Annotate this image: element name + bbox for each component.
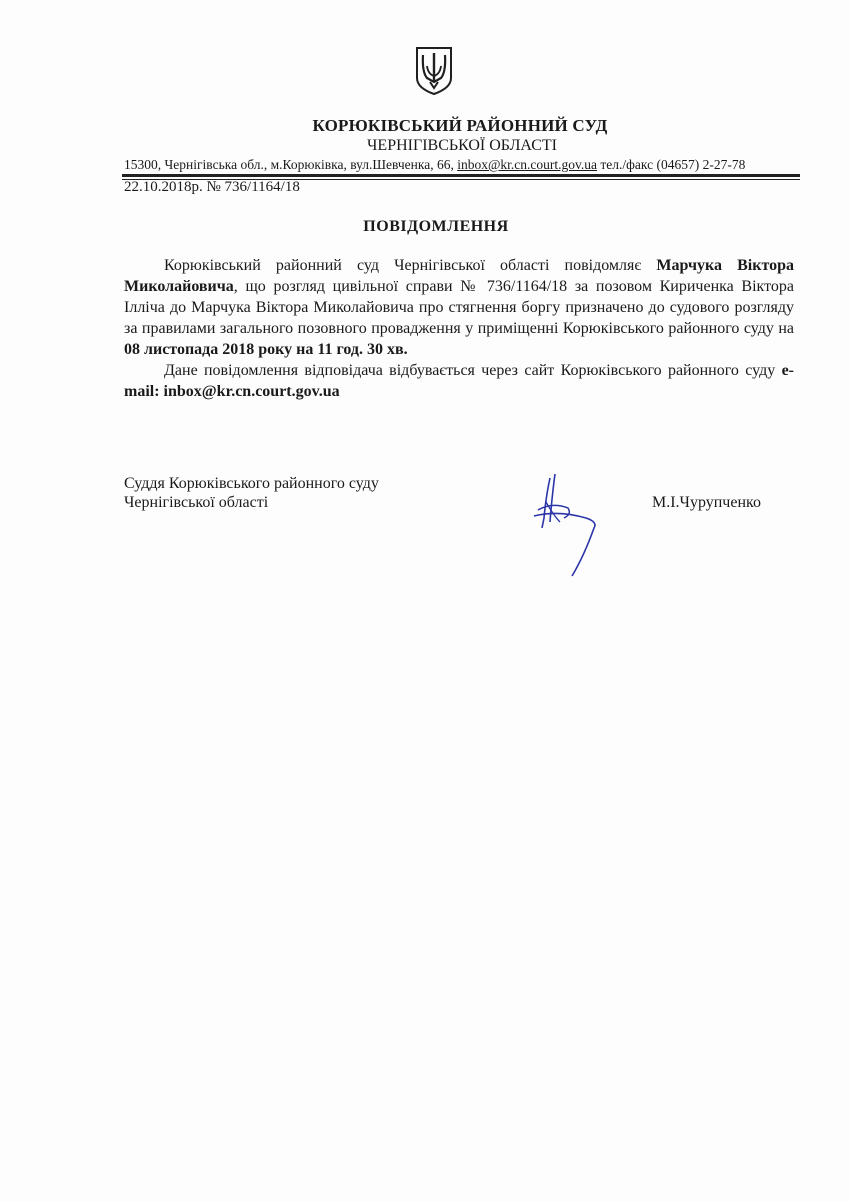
notice-paragraph-2 bbox=[124, 360, 794, 402]
paragraph-1-text-a: Корюківський районний суд Чернігівської області повідомляє bbox=[164, 257, 657, 274]
notice-paragraph-1 bbox=[124, 255, 794, 360]
contact-email: e-mail: inbox@kr.cn.court.gov.ua bbox=[124, 362, 794, 400]
trident-emblem-icon bbox=[414, 46, 454, 96]
hearing-datetime: 08 листопада 2018 року на 11 год. 30 хв. bbox=[124, 341, 408, 358]
address-text: 15300, Чернігівська обл., м.Корюківка, вул.Шевченка, 66, bbox=[124, 157, 458, 172]
paragraph-2-text-a: Дане повідомлення відповідача відбувається через сайт Корюківського районного суду bbox=[164, 362, 782, 379]
judge-title-line-1: Суддя Корюківського районного суду bbox=[124, 475, 379, 492]
header-divider-thick bbox=[122, 174, 800, 177]
paragraph-1-text-b: , що розгляд цивільної справи № 736/1164/18 за позовом Кириченка Віктора Ілліча до Марчука Віктора Миколайовича про стягнення боргу призначено до судового розгляду за правилами загального позовного провадження у приміщенні Корюківського районного суду на bbox=[124, 278, 794, 337]
document-title: ПОВІДОМЛЕННЯ bbox=[363, 218, 509, 235]
address-phone: тел./факс (04657) 2-27-78 bbox=[597, 157, 746, 172]
court-region: ЧЕРНІГІВСЬКОЇ ОБЛАСТІ bbox=[367, 137, 557, 154]
notice-body bbox=[124, 255, 794, 402]
judge-name: М.І.Чурупченко bbox=[652, 494, 761, 511]
defendant-name: Марчука Віктора Миколайовича bbox=[124, 257, 795, 295]
court-address bbox=[124, 157, 804, 173]
court-name: КОРЮКІВСЬКИЙ РАЙОННИЙ СУД bbox=[312, 116, 608, 135]
handwritten-signature bbox=[528, 466, 608, 581]
address-email-link[interactable]: inbox@kr.cn.court.gov.ua bbox=[457, 157, 597, 172]
judge-title bbox=[124, 474, 379, 512]
judge-title-line-2: Чернігівської області bbox=[124, 494, 269, 511]
document-reference: 22.10.2018р. № 736/1164/18 bbox=[124, 179, 300, 195]
